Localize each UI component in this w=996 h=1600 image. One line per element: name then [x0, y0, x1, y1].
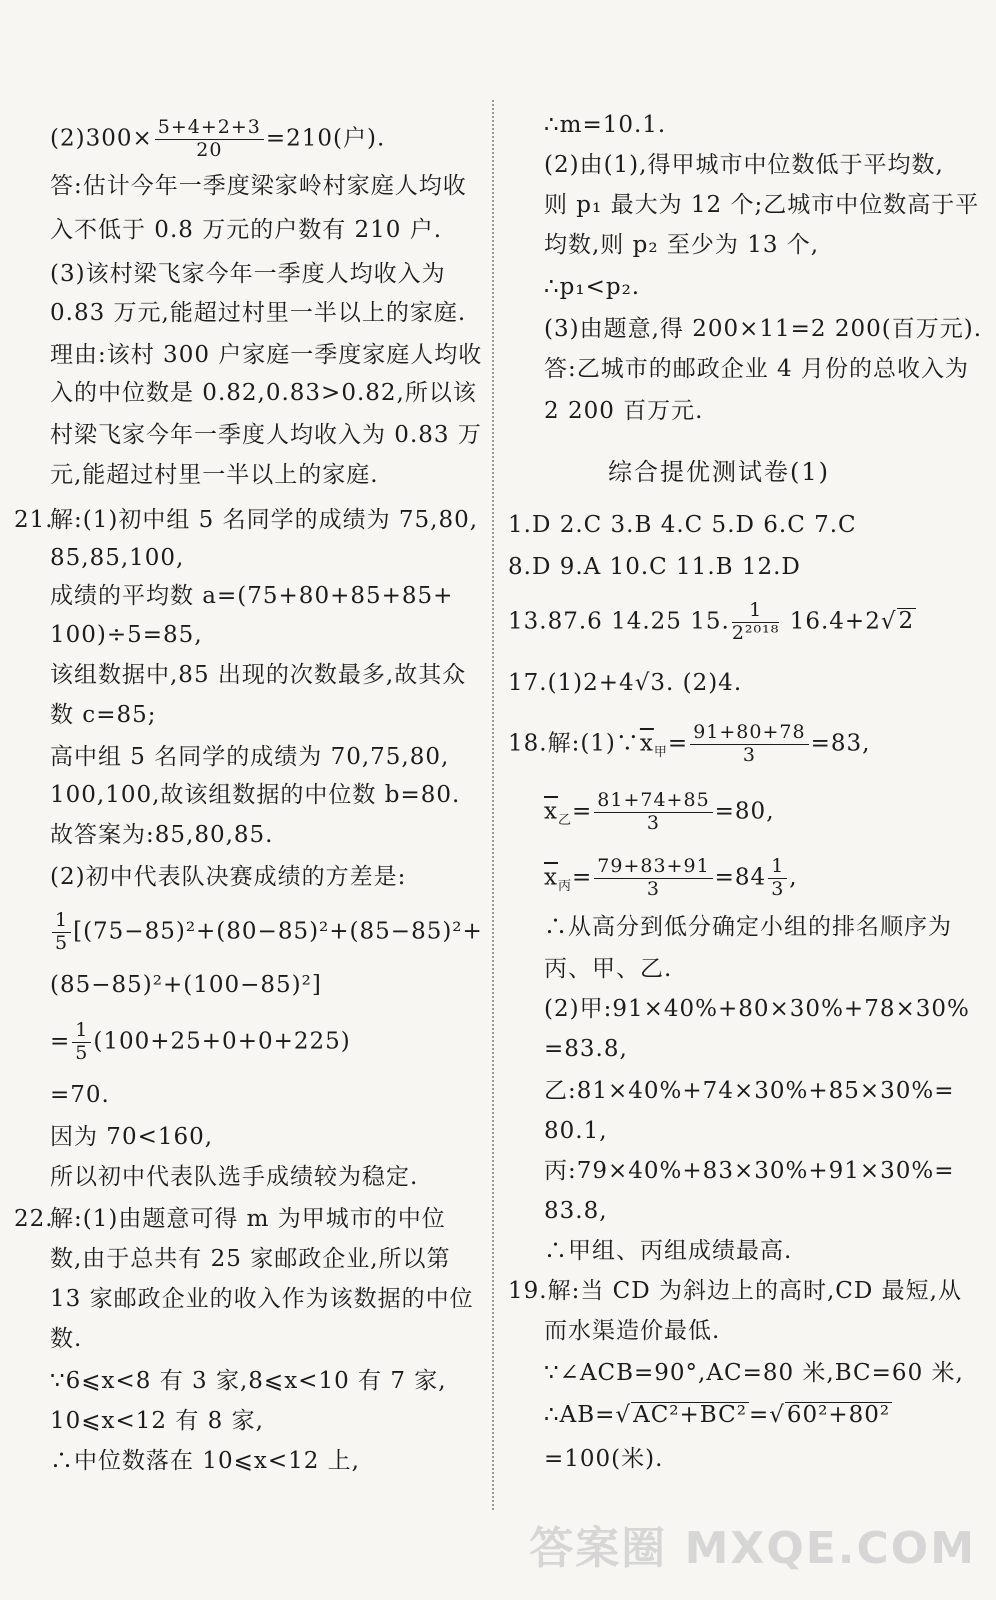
subscript: 甲 — [653, 744, 668, 760]
fraction-numerator: 1 — [72, 1020, 91, 1043]
mean-symbol: $\overline{x}$ — [544, 864, 558, 891]
q21-line-4: 100)÷5=85, — [50, 622, 203, 648]
q21-line-11 — [50, 910, 483, 955]
q22-line-2: 数,由于总共有 25 家邮政企业,所以第 — [50, 1246, 451, 1272]
line-l2: 答:估计今年一季度梁家岭村家庭人均收 — [50, 173, 467, 199]
fraction — [594, 856, 712, 901]
line-l9: 元,能超过村里一半以上的家庭. — [50, 462, 379, 488]
q18-line-5: 丙、甲、乙. — [544, 956, 673, 982]
q21-line-13 — [50, 1020, 351, 1065]
answers-row-2: 8.D 9.A 10.C 11.B 12.D — [508, 554, 801, 580]
subscript: 乙 — [557, 812, 572, 828]
text: = — [572, 864, 593, 891]
q18-line-12: ∴甲组、丙组成绩最高. — [544, 1238, 793, 1264]
q22-line-1: 解:(1)由题意可得 m 为甲城市的中位 — [50, 1206, 446, 1232]
q21-line-12: (85−85)²+(100−85)²] — [50, 972, 322, 998]
fraction-denominator: 3 — [771, 877, 785, 900]
sqrt-radicand: 2 — [898, 608, 915, 635]
line-l5: 0.83 万元,能超过村里一半以上的家庭. — [50, 300, 467, 326]
fraction-denominator: 5 — [55, 931, 69, 954]
answers-row-3 — [508, 600, 916, 645]
q18-line-8: 乙:81×40%+74×30%+85×30%= — [544, 1078, 955, 1104]
q21-line-7: 高中组 5 名同学的成绩为 70,75,80, — [50, 744, 450, 770]
q19-line-3: ∵∠ACB=90°,AC=80 米,BC=60 米, — [544, 1360, 964, 1386]
q22-line-7: ∴中位数落在 10⩽x<12 上, — [50, 1448, 360, 1474]
answers-row-1: 1.D 2.C 3.B 4.C 5.D 6.C 7.C — [508, 512, 857, 538]
fraction-numerator: 1 — [768, 856, 787, 879]
q18-line-11: 83.8, — [544, 1198, 608, 1224]
sqrt-symbol: √ — [769, 1402, 785, 1428]
fraction-denominator: 2²⁰¹⁸ — [731, 621, 780, 644]
fraction-numerator: 1 — [52, 910, 71, 933]
text: ∴AB= — [544, 1402, 616, 1428]
mean-symbol: $\overline{x}$ — [639, 730, 654, 757]
text: =210(户). — [265, 125, 386, 152]
fraction — [155, 117, 264, 162]
q18-line-6: (2)甲:91×40%+80×30%+78×30% — [544, 996, 970, 1022]
text: 16.4+2 — [781, 608, 881, 635]
q18-line-4: ∴从高分到低分确定小组的排名顺序为 — [544, 914, 952, 940]
r-line-6: (3)由题意,得 200×11=2 200(百万元). — [544, 316, 983, 342]
fraction-denominator: 3 — [646, 877, 661, 900]
q21-line-14: =70. — [50, 1082, 110, 1108]
q18-line-2 — [544, 790, 775, 836]
answers-row-4: 17.(1)2+4√3. (2)4. — [508, 670, 743, 696]
q19-line-5: =100(米). — [544, 1446, 664, 1472]
question-number-21: 21. — [14, 507, 54, 533]
fraction-numerator: 79+83+91 — [594, 856, 712, 879]
q21-line-2: 85,85,100, — [50, 545, 185, 571]
fraction-numerator: 5+4+2+3 — [155, 117, 264, 140]
text: (100+25+0+0+225) — [93, 1028, 351, 1055]
q19-line-4 — [544, 1400, 892, 1430]
r-line-1: ∴m=10.1. — [544, 112, 667, 138]
fraction-numerator: 81+74+85 — [594, 790, 712, 813]
fraction — [72, 1020, 91, 1065]
line-l6: 理由:该村 300 户家庭一季度家庭人均收 — [50, 342, 483, 368]
r-line-7: 答:乙城市的邮政企业 4 月份的总收入为 — [544, 356, 970, 382]
q21-line-9: 故答案为:85,80,85. — [50, 822, 274, 848]
sqrt-radicand: 60²+80² — [786, 1402, 891, 1428]
fraction — [594, 790, 712, 835]
r-line-8: 2 200 百万元. — [544, 398, 704, 424]
line-l8: 村梁飞家今年一季度人均收入为 0.83 万 — [50, 422, 482, 448]
section-title: 综合提优测试卷(1) — [608, 458, 830, 486]
q21-line-5: 该组数据中,85 出现的次数最多,故其众 — [50, 662, 467, 688]
q22-line-4: 数. — [50, 1326, 83, 1352]
line-l7: 入的中位数是 0.82,0.83>0.82,所以该 — [50, 380, 477, 406]
text: = — [667, 730, 689, 757]
fraction-denominator: 3 — [646, 811, 661, 834]
q21-line-16: 所以初中代表队选手成绩较为稳定. — [50, 1164, 419, 1190]
q18-line-10: 丙:79×40%+83×30%+91×30%= — [544, 1158, 955, 1184]
line-l3: 入不低于 0.8 万元的户数有 210 户. — [50, 217, 443, 243]
text: [(75−85)²+(80−85)²+(85−85)²+ — [73, 918, 483, 945]
q22-line-5: ∵6⩽x<8 有 3 家,8⩽x<10 有 7 家, — [50, 1368, 447, 1394]
q18-line-9: 80.1, — [544, 1118, 608, 1144]
text: =80, — [714, 798, 775, 825]
q21-line-15: 因为 70<160, — [50, 1124, 214, 1150]
q19-line-2: 而水渠造价最低. — [544, 1318, 721, 1344]
fraction-denominator: 5 — [75, 1041, 89, 1064]
line-l1 — [50, 117, 385, 162]
fraction — [732, 600, 780, 645]
sqrt-radicand: AC²+BC² — [633, 1402, 747, 1428]
fraction — [768, 856, 787, 901]
text: =83, — [810, 730, 871, 757]
q21-line-3: 成绩的平均数 a=(75+80+85+85+ — [50, 583, 454, 609]
q21-line-10: (2)初中代表队决赛成绩的方差是: — [50, 864, 407, 890]
fraction-denominator: 20 — [196, 138, 223, 161]
text: =84 — [714, 864, 767, 891]
q21-line-1: 解:(1)初中组 5 名同学的成绩为 75,80, — [50, 507, 479, 533]
text: (2)300× — [50, 125, 153, 152]
fraction — [690, 722, 808, 767]
column-divider — [492, 100, 494, 1510]
r-line-4: 均数,则 p₂ 至少为 13 个, — [544, 232, 820, 258]
q21-line-6: 数 c=85; — [50, 702, 157, 728]
r-line-5: ∴p₁<p₂. — [544, 274, 641, 300]
fraction-denominator: 3 — [742, 743, 756, 766]
subscript: 丙 — [557, 878, 572, 894]
fraction — [52, 910, 71, 955]
text: = — [572, 798, 593, 825]
q22-line-3: 13 家邮政企业的收入作为该数据的中位 — [50, 1286, 474, 1312]
sqrt-symbol: √ — [880, 608, 897, 635]
watermark-logo: 答案圈 MXQE.COM — [529, 1523, 976, 1574]
q18-line-3 — [544, 856, 798, 902]
q18-line-1 — [508, 722, 870, 768]
fraction-numerator: 1 — [732, 600, 780, 623]
q21-line-8: 100,100,故该组数据的中位数 b=80. — [50, 782, 461, 808]
r-line-2: (2)由(1),得甲城市中位数低于平均数, — [544, 152, 944, 178]
q18-line-7: =83.8, — [544, 1036, 628, 1062]
sqrt-symbol: √ — [615, 1402, 632, 1428]
text: 13.87.6 14.25 15. — [508, 608, 730, 635]
q19-line-1: 19.解:当 CD 为斜边上的高时,CD 最短,从 — [508, 1278, 962, 1304]
text: , — [789, 864, 798, 891]
q22-line-6: 10⩽x<12 有 8 家, — [50, 1408, 264, 1434]
text: 18.解:(1)∵ — [508, 730, 640, 757]
line-l4: (3)该村梁飞家今年一季度人均收入为 — [50, 261, 446, 287]
mean-symbol: $\overline{x}$ — [544, 798, 558, 825]
question-number-22: 22. — [14, 1206, 54, 1232]
text: = — [748, 1402, 770, 1428]
text: = — [50, 1028, 71, 1055]
fraction-numerator: 91+80+78 — [690, 722, 808, 745]
r-line-3: 则 p₁ 最大为 12 个;乙城市中位数高于平 — [544, 192, 980, 218]
